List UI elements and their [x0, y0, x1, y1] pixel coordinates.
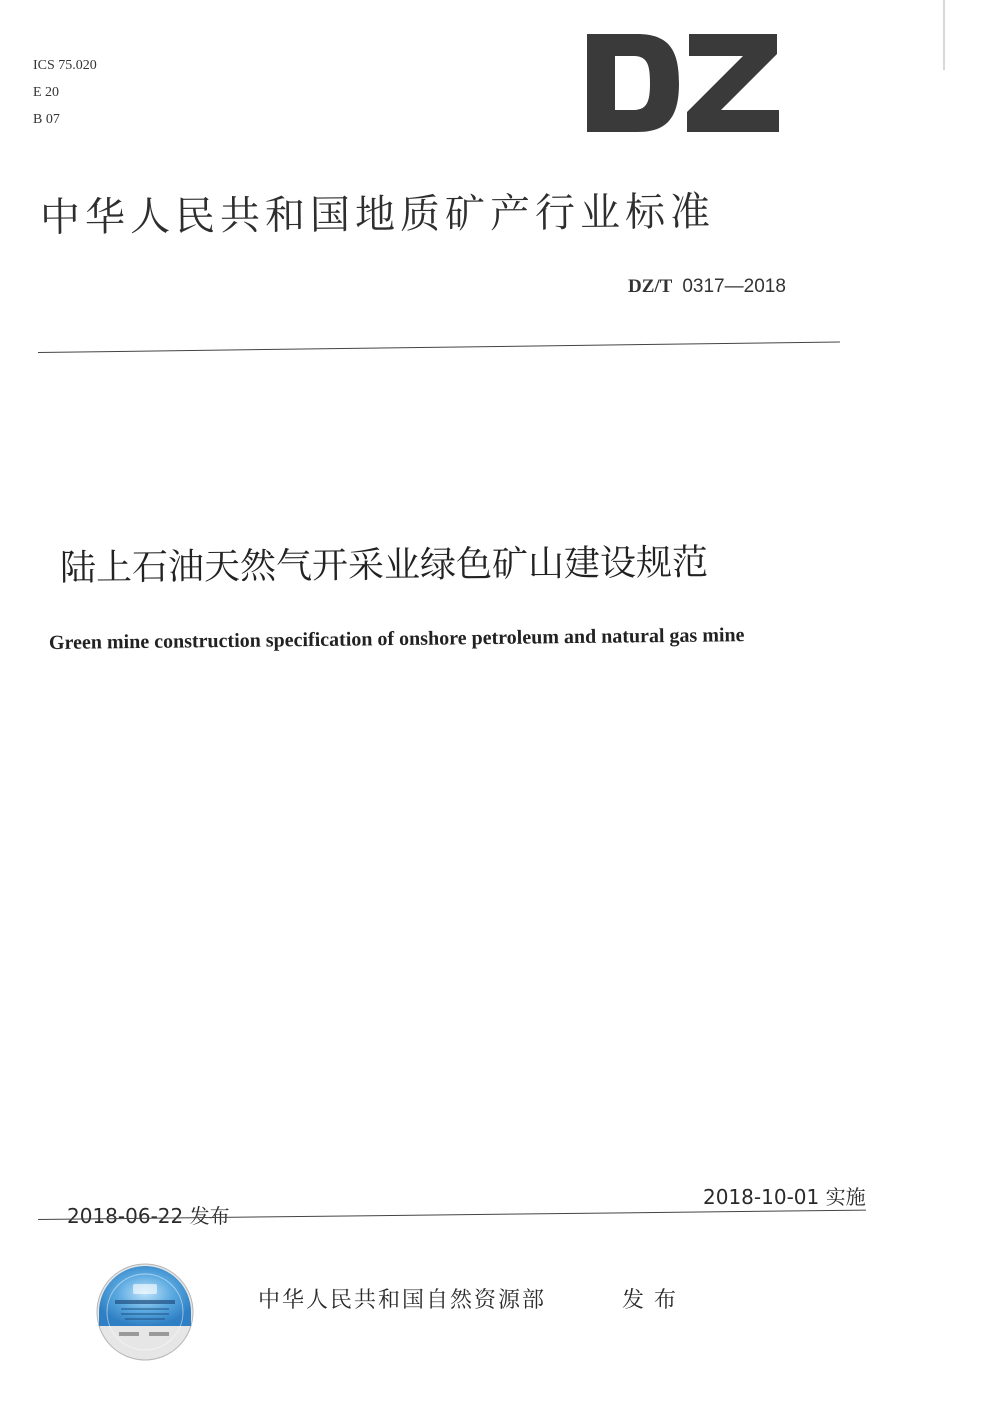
hologram-seal-icon — [95, 1262, 195, 1362]
ccs-code: E 20 — [33, 85, 60, 100]
industry-standard-title: 中华人民共和国地质矿产行业标准 — [39, 189, 716, 241]
standard-number-value: 0317—2018 — [682, 276, 786, 297]
header-divider — [38, 342, 840, 353]
publish-label: 发布 — [622, 1288, 687, 1313]
standard-number — [628, 275, 786, 298]
scan-edge-mark — [943, 0, 945, 70]
implementation-date: 2018-10-01 实施 — [703, 1185, 866, 1209]
publisher-name: 中华人民共和国自然资源部 — [258, 1288, 547, 1313]
document-title-english: Green mine construction specification of onshore petroleum and natural gas mine — [48, 624, 745, 654]
standard-number-prefix: DZ/T — [628, 276, 673, 297]
filing-code: B 07 — [33, 112, 60, 127]
ics-code: ICS 75.020 — [33, 58, 97, 73]
dz-logo — [587, 32, 779, 134]
document-title-chinese: 陆上石油天然气开采业绿色矿山建设规范 — [59, 542, 709, 589]
issue-date: 2018-06-22 发布 — [67, 1204, 230, 1228]
classification-codes — [33, 52, 97, 133]
